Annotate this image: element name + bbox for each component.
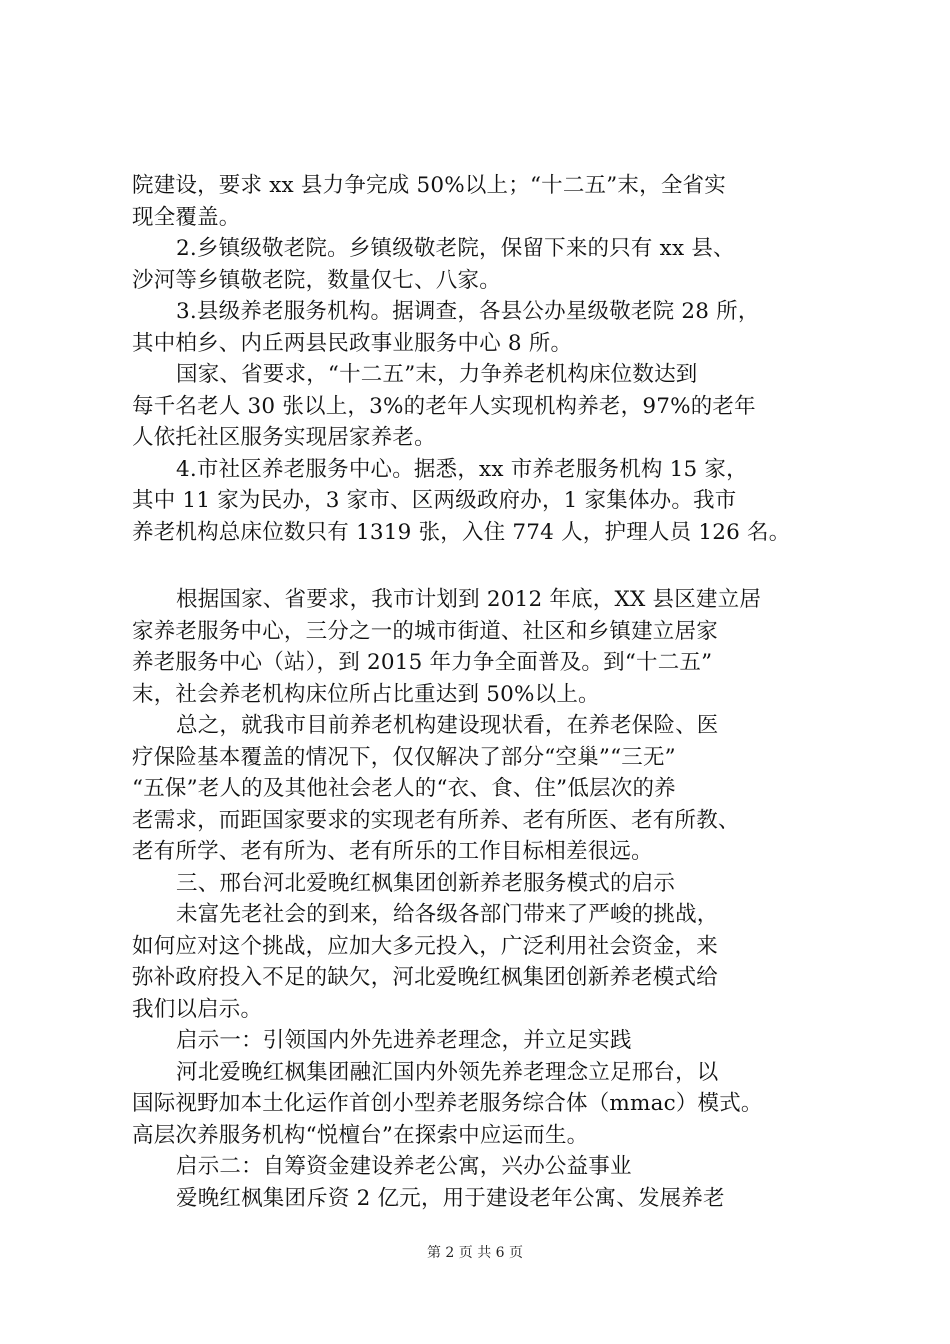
section-heading: 三、邢台河北爱晚红枫集团创新养老服务模式的启示: [176, 870, 676, 896]
text-line: 现全覆盖。: [132, 204, 241, 230]
text-line: 根据国家、省要求，我市计划到 2012 年底，XX 县区建立居: [176, 587, 762, 612]
text-line: 人依托社区服务实现居家养老。: [132, 425, 436, 450]
text-line: 家养老服务中心，三分之一的城市街道、社区和乡镇建立居家: [132, 618, 718, 644]
text-line: 老有所学、老有所为、老有所乐的工作目标相差很远。: [132, 839, 653, 864]
text-line: 其中 11 家为民办，3 家市、区两级政府办，1 家集体办。我市: [132, 488, 737, 513]
text-line: 弥补政府投入不足的缺欠，河北爱晚红枫集团创新养老模式给: [132, 965, 718, 990]
text-line: 末，社会养老机构床位所占比重达到 50%以上。: [132, 681, 600, 707]
text-line: 老需求，而距国家要求的实现老有所养、老有所医、老有所教、: [132, 807, 740, 833]
text-line: 养老服务中心（站），到 2015 年力争全面普及。到“十二五”: [132, 650, 713, 675]
text-line: 每千名老人 30 张以上，3%的老年人实现机构养老，97%的老年: [132, 393, 756, 419]
text-line: 未富先老社会的到来，给各级各部门带来了严峻的挑战，: [176, 902, 719, 927]
text-line: 3.县级养老服务机构。据调查，各县公办星级敬老院 28 所，: [176, 299, 760, 324]
text-line: 4.市社区养老服务中心。据悉，xx 市养老服务机构 15 家，: [176, 456, 748, 482]
text-line: 养老机构总床位数只有 1319 张，入住 774 人，护理人员 126 名。: [132, 519, 791, 545]
text-line: 河北爱晚红枫集团融汇国内外领先养老理念立足邢台，以: [176, 1059, 719, 1085]
text-line: 如何应对这个挑战，应加大多元投入，广泛利用社会资金，来: [132, 933, 718, 959]
text-line: 总之，就我市目前养老机构建设现状看，在养老保险、医: [176, 713, 719, 738]
text-line: 其中柏乡、内丘两县民政事业服务中心 8 所。: [132, 330, 573, 356]
text-line: 国家、省要求，“十二五”末，力争养老机构床位数达到: [176, 362, 698, 387]
text-line: 爱晚红枫集团斥资 2 亿元，用于建设老年公寓、发展养老: [176, 1185, 725, 1211]
text-line: 沙河等乡镇敬老院，数量仅七、八家。: [132, 267, 501, 293]
body-text: [132, 170, 832, 1214]
text-line: “五保”老人的及其他社会老人的“衣、食、住”低层次的养: [132, 776, 676, 801]
text-line: 我们以启示。: [132, 996, 263, 1022]
text-line: 疗保险基本覆盖的情况下，仅仅解决了部分“空巢”“三无”: [132, 744, 676, 770]
text-line: 国际视野加本土化运作首创小型养老服务综合体（mmac）模式。: [132, 1091, 763, 1116]
text-line: 2.乡镇级敬老院。乡镇级敬老院，保留下来的只有 xx 县、: [176, 236, 735, 261]
paragraph-gap: [132, 548, 832, 584]
text-line: 高层次养服务机构“悦檀台”在探索中应运而生。: [132, 1122, 589, 1148]
subsection-heading: 启示二：自筹资金建设养老公寓，兴办公益事业: [176, 1154, 632, 1179]
subsection-heading: 启示一：引领国内外先进养老理念，并立足实践: [176, 1028, 632, 1053]
page-footer: 第 2 页 共 6 页: [426, 1245, 524, 1261]
text-line: 院建设，要求 xx 县力争完成 50%以上；“十二五”末，全省实: [132, 173, 726, 198]
